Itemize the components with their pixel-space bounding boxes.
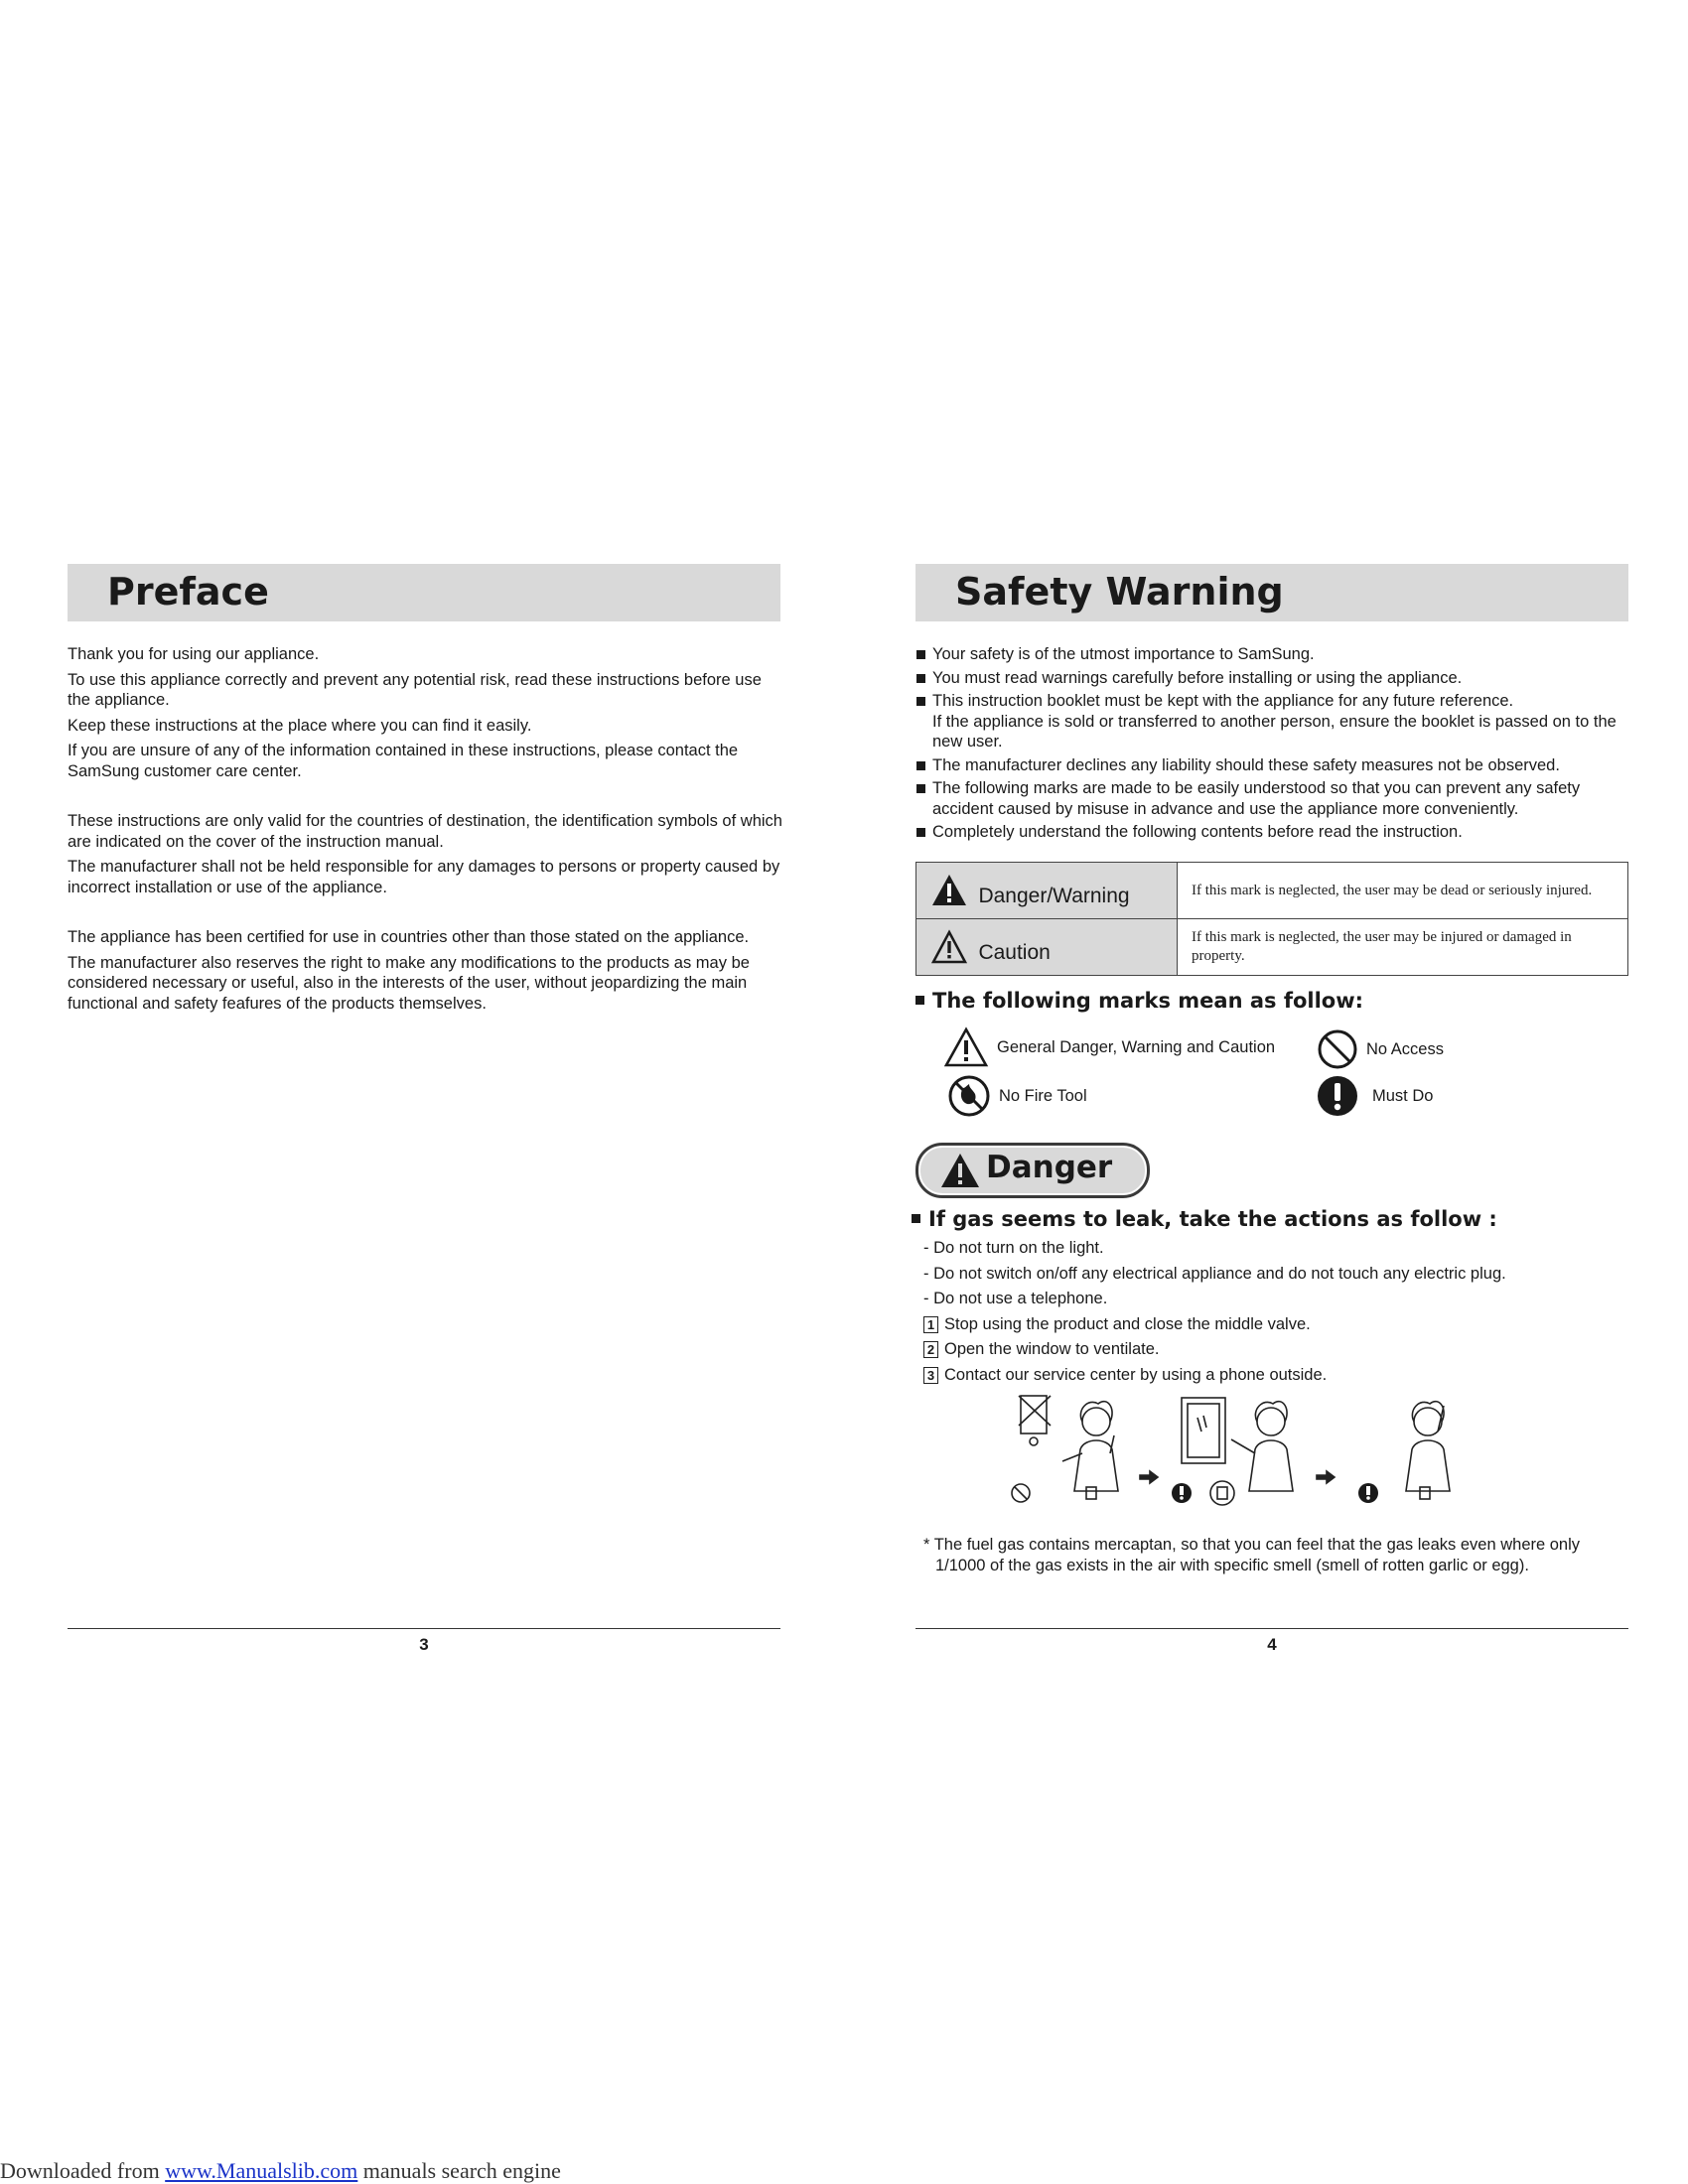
manualslib-link[interactable]: www.Manualslib.com <box>165 2158 358 2183</box>
footer-prefix: Downloaded from <box>0 2158 166 2183</box>
table-row <box>916 863 1628 919</box>
list-item: - Do not turn on the light. <box>923 1239 1104 1257</box>
legend-label: No Fire Tool <box>999 1086 1087 1105</box>
download-footer <box>0 2158 561 2184</box>
paragraph: The manufacturer also reserves the right to make any modifications to the products as may be considered necessary or useful, also in the interests of the user, without jeopardizing the main functional and safety feafures of the products themselves. <box>68 953 750 1013</box>
step-number: 1 <box>923 1316 938 1333</box>
no-access-icon <box>1317 1028 1358 1070</box>
preface-body <box>68 644 782 1019</box>
paragraph: To use this appliance correctly and prevent any potential risk, read these instructions before use the appliance. <box>68 670 762 709</box>
preface-title-bar <box>68 564 780 621</box>
paragraph: These instructions are only valid for the countries of destination, the identification symbols of which are indicated on the cover of the instruction manual. <box>68 812 782 851</box>
mark-cell <box>916 919 1178 976</box>
legend-item <box>1317 1028 1444 1070</box>
bullet-item: You must read warnings carefully before installing or using the appliance. <box>915 668 1630 689</box>
legend-item <box>1317 1074 1433 1118</box>
warning-triangle-icon <box>943 1026 989 1068</box>
mark-label: Danger/Warning <box>978 885 1130 907</box>
bullet-item: The following marks are made to be easily understood so that you can prevent any safety accident caused by misuse in advance and use the appliance more conveniently. <box>915 778 1630 819</box>
mark-description: If this mark is neglected, the user may be injured or damaged in property. <box>1178 919 1628 976</box>
page-title: Safety Warning <box>955 570 1284 614</box>
mark-description: If this mark is neglected, the user may be dead or seriously injured. <box>1178 863 1628 919</box>
page-title: Preface <box>107 570 269 614</box>
footnote <box>923 1535 1630 1575</box>
paragraph: Keep these instructions at the place where you can find it easily. <box>68 716 532 735</box>
footnote-line: * The fuel gas contains mercaptan, so that you can feel that the gas leaks even where only <box>923 1536 1581 1554</box>
legend-label: General Danger, Warning and Caution <box>997 1037 1276 1056</box>
page-divider <box>915 1628 1628 1629</box>
footnote-line: 1/1000 of the gas exists in the air with specific smell (smell of rotten garlic or egg). <box>935 1556 1529 1574</box>
list-item: - Do not switch on/off any electrical appliance and do not touch any electric plug. <box>923 1264 1506 1283</box>
step-number: 3 <box>923 1367 938 1384</box>
legend-item <box>943 1026 1275 1068</box>
no-fire-tool-icon <box>947 1074 991 1118</box>
mark-label: Caution <box>978 941 1051 964</box>
gas-heading-text: If gas seems to leak, take the actions as follow : <box>928 1207 1497 1231</box>
footer-suffix: manuals search engine <box>357 2158 561 2183</box>
safety-title-bar <box>915 564 1628 621</box>
step-text: Contact our service center by using a phone outside. <box>944 1365 1328 1384</box>
page-number: 4 <box>1267 1635 1277 1654</box>
gas-steps <box>923 1238 1638 1390</box>
paragraph: The appliance has been certified for use in countries other than those stated on the appliance. <box>68 928 750 946</box>
safety-bullets <box>915 644 1630 846</box>
list-item <box>923 1314 1638 1340</box>
list-item <box>923 1339 1638 1365</box>
legend-label: No Access <box>1366 1039 1444 1058</box>
gas-leak-illustration <box>1011 1392 1477 1513</box>
marks-heading <box>915 989 1363 1013</box>
danger-warning-icon <box>940 1153 980 1188</box>
bullet-line: If the appliance is sold or transferred to another person, ensure the booklet is passed on to the new user. <box>932 712 1617 751</box>
danger-label: Danger <box>986 1150 1113 1185</box>
legend-item <box>947 1074 1087 1118</box>
bullet-item: Your safety is of the utmost importance to SamSung. <box>915 644 1630 665</box>
marks-table <box>915 862 1628 976</box>
paragraph: If you are unsure of any of the information contained in these instructions, please contact the SamSung customer care center. <box>68 742 739 780</box>
gas-heading <box>912 1207 1497 1231</box>
warning-outline-icon <box>930 929 968 965</box>
step-text: Open the window to ventilate. <box>944 1340 1160 1358</box>
step-text: Stop using the product and close the middle valve. <box>944 1314 1311 1333</box>
danger-badge <box>915 1143 1150 1198</box>
must-do-icon <box>1317 1074 1358 1118</box>
warning-filled-icon <box>930 873 968 908</box>
paragraph: Thank you for using our appliance. <box>68 645 320 663</box>
page-divider <box>68 1628 780 1629</box>
paragraph: The manufacturer shall not be held responsible for any damages to persons or property caused by incorrect installation or use of the appliance. <box>68 858 780 896</box>
mark-cell <box>916 863 1178 919</box>
bullet-line: This instruction booklet must be kept with the appliance for any future reference. <box>932 692 1514 710</box>
list-item: - Do not use a telephone. <box>923 1290 1108 1307</box>
page-number: 3 <box>419 1635 429 1654</box>
bullet-item: Completely understand the following contents before read the instruction. <box>915 822 1630 843</box>
table-row <box>916 919 1628 976</box>
bullet-item-compound <box>915 691 1630 752</box>
bullet-item: The manufacturer declines any liability should these safety measures not be observed. <box>915 755 1630 776</box>
marks-heading-text: The following marks mean as follow: <box>932 989 1364 1013</box>
step-number: 2 <box>923 1341 938 1358</box>
legend-label: Must Do <box>1372 1086 1434 1105</box>
list-item <box>923 1365 1638 1391</box>
